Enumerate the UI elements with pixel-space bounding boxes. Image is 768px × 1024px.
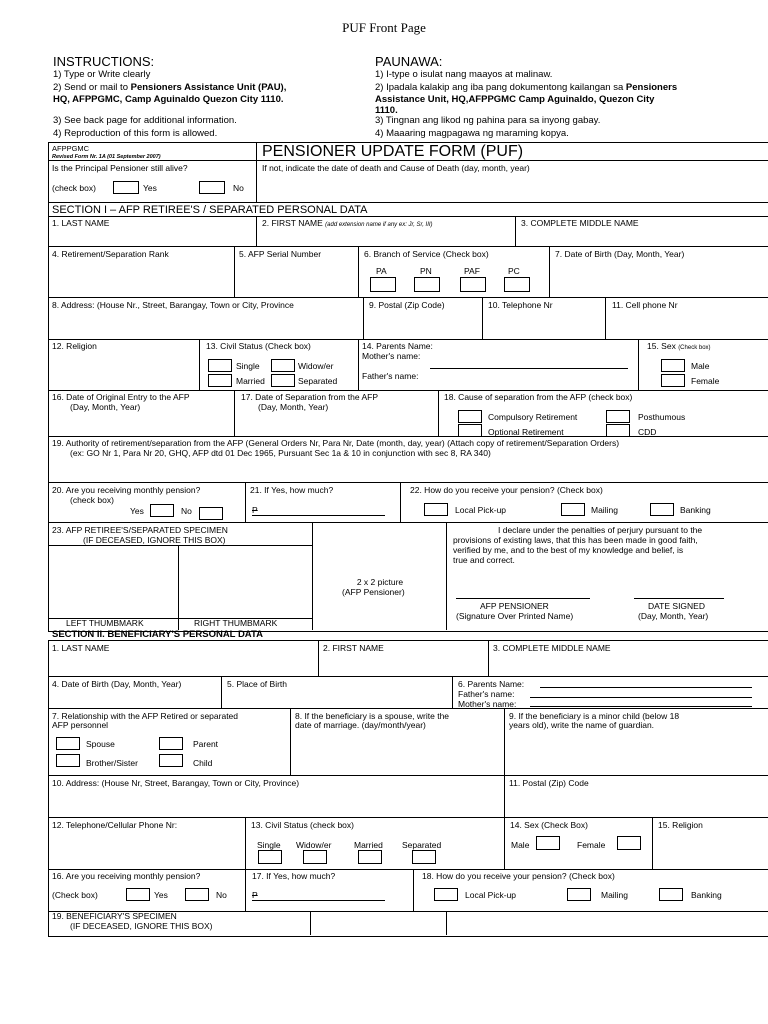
branch-pc-label: PC	[508, 266, 520, 276]
alive-yes-checkbox[interactable]	[113, 181, 139, 194]
s1-single-checkbox[interactable]	[208, 359, 232, 372]
s2-separated-checkbox[interactable]	[412, 850, 436, 864]
signature-over-label: (Signature Over Printed Name)	[456, 611, 574, 621]
instruction-2-cont: HQ, AFPPGMC, Camp Aguinaldo Quezon City 1110.	[53, 94, 284, 105]
s2-brother-checkbox[interactable]	[56, 754, 80, 767]
picture-label: 2 x 2 picture	[356, 577, 404, 587]
s1-religion-label: 12. Religion	[52, 341, 97, 351]
declaration-line-2: provisions of existing laws, that this has been made in good faith,	[453, 535, 698, 545]
s1-mother-label: Mother's name:	[362, 351, 421, 361]
s1-widow-label: Widow/er	[298, 361, 334, 371]
s1-middle-name-label: 3. COMPLETE MIDDLE NAME	[521, 218, 639, 228]
s1-pension-amount-field[interactable]	[252, 515, 385, 516]
s1-pension-yes-label: Yes	[130, 506, 144, 516]
paunawa-3: 3) Tingnan ang likod ng pahina para sa inyong gabay.	[375, 115, 601, 126]
s1-last-name-label: 1. LAST NAME	[52, 218, 110, 228]
s2-mailing-label: Mailing	[601, 890, 628, 900]
s2-peso-sign: P	[252, 890, 258, 900]
s2-pension-yes-checkbox[interactable]	[126, 888, 150, 901]
declaration-line-1: I declare under the penalties of perjury pursuant to the	[498, 525, 703, 535]
s1-rank-label: 4. Retirement/Separation Rank	[52, 249, 169, 259]
form-org: AFPPGMC	[52, 144, 90, 153]
s1-separated-checkbox[interactable]	[271, 374, 295, 387]
s2-local-pickup-checkbox[interactable]	[434, 888, 458, 901]
afp-pensioner-label: AFP PENSIONER	[480, 601, 549, 611]
s2-brother-label: Brother/Sister	[86, 758, 138, 768]
instruction-3: 3) See back page for additional information.	[53, 115, 237, 126]
branch-pc-checkbox[interactable]	[504, 277, 530, 292]
date-signed-label: DATE SIGNED	[648, 601, 705, 611]
alive-yes-label: Yes	[143, 183, 157, 193]
s2-child-label: Child	[193, 758, 213, 768]
s1-postal-label: 9. Postal (Zip Code)	[369, 300, 445, 310]
instructions-heading: INSTRUCTIONS:	[53, 54, 155, 69]
form-revision: Revised Form Nr. 1A (01 September 2007)	[52, 154, 161, 160]
s2-child-checkbox[interactable]	[159, 754, 183, 767]
alive-question: Is the Principal Pensioner still alive?	[52, 163, 188, 173]
s2-male-label: Male	[511, 840, 530, 850]
paunawa-heading: PAUNAWA:	[375, 54, 443, 69]
s1-male-checkbox[interactable]	[661, 359, 685, 372]
s1-specimen-note: (IF DECEASED, IGNORE THIS BOX)	[83, 535, 226, 545]
s1-widow-checkbox[interactable]	[271, 359, 295, 372]
s2-separated-label: Separated	[402, 840, 442, 850]
s2-address-label: 10. Address: (House Nr, Street, Barangay, Town or City, Province)	[52, 778, 300, 788]
s1-receiving-pension-label: 20. Are you receiving monthly pension?	[52, 485, 201, 495]
s2-married-label: Married	[354, 840, 383, 850]
s1-receiving-checkbox-label: (check box)	[70, 495, 114, 505]
s1-mailing-label: Mailing	[591, 505, 618, 515]
paunawa-1: 1) I-type o isulat nang maayos at malinaw.	[375, 69, 553, 80]
s2-pob-label: 5. Place of Birth	[227, 679, 288, 689]
s1-entry-date-label: 16. Date of Original Entry to the AFP	[52, 392, 190, 402]
s2-female-checkbox[interactable]	[617, 836, 641, 850]
page-title: PUF Front Page	[342, 20, 426, 35]
paunawa-4: 4) Maaaring magpagawa ng maraming kopya.	[375, 128, 569, 139]
section-1-header: SECTION I – AFP RETIREE'S / SEPARATED PERSONAL DATA	[52, 204, 368, 216]
s1-married-label: Married	[236, 376, 265, 386]
signature-field[interactable]	[456, 598, 590, 599]
branch-pn-label: PN	[420, 266, 432, 276]
s2-spouse-label: Spouse	[86, 739, 115, 749]
s1-pension-no-label: No	[181, 506, 192, 516]
s2-postal-label: 11. Postal (Zip) Code	[509, 778, 589, 788]
compulsory-label: Compulsory Retirement	[488, 412, 578, 422]
s2-middle-name-label: 3. COMPLETE MIDDLE NAME	[493, 643, 611, 653]
s1-cause-label: 18. Cause of separation from the AFP (check box)	[444, 392, 633, 402]
s2-relationship-label: 7. Relationship with the AFP Retired or separated	[52, 711, 239, 721]
posthumous-checkbox[interactable]	[606, 410, 630, 423]
branch-pn-checkbox[interactable]	[414, 277, 440, 292]
s1-authority-example: (ex: GO Nr 1, Para Nr 20, GHQ, AFP dtd 01 Dec 1965, Pursuant Sec 1a & 10 in conjunction with sec 8, RA 340)	[70, 448, 491, 458]
declaration-line-3: verified by me, and to the best of my knowledge and belief, is	[453, 545, 684, 555]
instruction-1: 1) Type or Write clearly	[53, 69, 151, 80]
branch-pa-checkbox[interactable]	[370, 277, 396, 292]
s2-mailing-checkbox[interactable]	[567, 888, 591, 901]
s2-specimen-label: 19. BENEFICIARY'S SPECIMEN	[52, 911, 177, 921]
s2-guardian-label-2: years old), write the name of guardian.	[509, 720, 655, 730]
s1-telephone-label: 10. Telephone Nr	[488, 300, 553, 310]
s2-pension-amount-field[interactable]	[252, 900, 385, 901]
s1-local-pickup-checkbox[interactable]	[424, 503, 448, 516]
s1-address-label: 8. Address: (House Nr., Street, Barangay, Town or City, Province	[52, 300, 294, 310]
s1-male-label: Male	[691, 361, 710, 371]
s2-dob-label: 4. Date of Birth (Day, Month, Year)	[52, 679, 182, 689]
s2-parent-checkbox[interactable]	[159, 737, 183, 750]
alive-checkbox-label: (check box)	[52, 183, 96, 193]
s1-entry-date-format: (Day, Month, Year)	[70, 402, 141, 412]
s2-sex-label: 14. Sex (Check Box)	[510, 820, 588, 830]
declaration-line-4: true and correct.	[453, 555, 515, 565]
s2-spouse-checkbox[interactable]	[56, 737, 80, 750]
s2-parents-label: 6. Parents Name:	[458, 679, 525, 689]
s1-how-receive-label: 22. How do you receive your pension? (Check box)	[410, 485, 603, 495]
s2-mother-label: Mother's name:	[458, 699, 517, 709]
s2-widow-label: Widow/er	[296, 840, 332, 850]
s2-banking-checkbox[interactable]	[659, 888, 683, 901]
s1-married-checkbox[interactable]	[208, 374, 232, 387]
paunawa-2-cont: Assistance Unit, HQ,AFPPGMC Camp Aguinaldo, Quezon City	[375, 94, 655, 105]
compulsory-checkbox[interactable]	[458, 410, 482, 423]
s2-single-label: Single	[257, 840, 281, 850]
s1-sex-label: 15. Sex (Check box)	[647, 341, 711, 351]
s1-local-pickup-label: Local Pick-up	[455, 505, 507, 515]
s2-widow-checkbox[interactable]	[303, 850, 327, 864]
s2-pension-amount-label: 17. If Yes, how much?	[252, 871, 336, 881]
posthumous-label: Posthumous	[638, 412, 686, 422]
date-signed-format: (Day, Month, Year)	[638, 611, 709, 621]
left-thumbmark-label: LEFT THUMBMARK	[66, 618, 144, 628]
s2-pension-yes-label: Yes	[154, 890, 168, 900]
s2-specimen-note: (IF DECEASED, IGNORE THIS BOX)	[70, 921, 213, 931]
optional-label: Optional Retirement	[488, 427, 564, 437]
s2-father-label: Father's name:	[458, 689, 515, 699]
date-signed-field[interactable]	[634, 598, 724, 599]
s1-peso-sign: P	[252, 505, 258, 515]
s1-specimen-label: 23. AFP RETIREE'S/SEPARATED SPECIMEN	[52, 525, 228, 535]
s2-guardian-label: 9. If the beneficiary is a minor child (below 18	[509, 711, 680, 721]
alive-no-checkbox[interactable]	[199, 181, 225, 194]
s2-pension-no-checkbox[interactable]	[185, 888, 209, 901]
s2-local-pickup-label: Local Pick-up	[465, 890, 517, 900]
s1-banking-label: Banking	[680, 505, 711, 515]
form-title: PENSIONER UPDATE FORM (PUF)	[262, 143, 524, 160]
right-thumbmark-label: RIGHT THUMBMARK	[194, 618, 278, 628]
s2-first-name-label: 2. FIRST NAME	[323, 643, 384, 653]
paunawa-2-cont2: 1110.	[375, 105, 398, 116]
s1-father-label: Father's name:	[362, 371, 419, 381]
instruction-2: 2) Send or mail to Pensioners Assistance Unit (PAU),	[53, 82, 287, 93]
s1-female-checkbox[interactable]	[661, 374, 685, 387]
s2-parent-label: Parent	[193, 739, 219, 749]
s1-dob-label: 7. Date of Birth (Day, Month, Year)	[555, 249, 685, 259]
section-2-header: SECTION II. BENEFICIARY'S PERSONAL DATA	[52, 629, 263, 640]
instruction-4: 4) Reproduction of this form is allowed.	[53, 128, 218, 139]
branch-paf-checkbox[interactable]	[460, 277, 486, 292]
s1-single-label: Single	[236, 361, 260, 371]
paunawa-2: 2) Ipadala kalakip ang iba pang dokumentong kailangan sa Pensioners	[375, 82, 678, 93]
s2-relationship-label-2: AFP personnel	[52, 720, 109, 730]
s1-cellphone-label: 11. Cell phone Nr	[612, 300, 678, 310]
s2-religion-label: 15. Religion	[658, 820, 703, 830]
s2-how-receive-label: 18. How do you receive your pension? (Check box)	[422, 871, 615, 881]
s2-banking-label: Banking	[691, 890, 722, 900]
s2-receiving-pension-label: 16. Are you receiving monthly pension?	[52, 871, 201, 881]
s1-first-name-label: 2. FIRST NAME (add extension name if any ex: Jr, Sr, III)	[262, 218, 433, 228]
s2-male-checkbox[interactable]	[536, 836, 560, 850]
s2-telephone-label: 12. Telephone/Cellular Phone Nr:	[52, 820, 178, 830]
s1-authority-label: 19. Authority of retirement/separation from the AFP (General Orders Nr, Para Nr, Date (month, day, year) (Attach copy of retirement/Separation Orders)	[52, 438, 620, 448]
s1-separation-date-format: (Day, Month, Year)	[258, 402, 329, 412]
picture-sublabel: (AFP Pensioner)	[342, 587, 405, 597]
s2-single-checkbox[interactable]	[258, 850, 282, 864]
s2-last-name-label: 1. LAST NAME	[52, 643, 110, 653]
s1-pension-yes-checkbox[interactable]	[150, 504, 174, 517]
s2-marriage-label: 8. If the beneficiary is a spouse, write the	[295, 711, 450, 721]
s2-female-label: Female	[577, 840, 606, 850]
s2-pension-no-label: No	[216, 890, 227, 900]
s1-serial-label: 5. AFP Serial Number	[239, 249, 322, 259]
s1-parents-label: 14. Parents Name:	[362, 341, 433, 351]
s1-separation-date-label: 17. Date of Separation from the AFP	[241, 392, 379, 402]
s2-checkbox-label: (Check box)	[52, 890, 98, 900]
s2-marriage-label-2: date of marriage. (day/month/year)	[295, 720, 426, 730]
s1-separated-label: Separated	[298, 376, 338, 386]
s1-civil-status-label: 13. Civil Status (Check box)	[206, 341, 311, 351]
s1-banking-checkbox[interactable]	[650, 503, 674, 516]
death-question: If not, indicate the date of death and Cause of Death (day, month, year)	[262, 163, 530, 173]
alive-no-label: No	[233, 183, 244, 193]
cdd-label: CDD	[638, 427, 657, 437]
branch-paf-label: PAF	[464, 266, 480, 276]
s2-married-checkbox[interactable]	[358, 850, 382, 864]
s1-female-label: Female	[691, 376, 720, 386]
branch-pa-label: PA	[376, 266, 387, 276]
s1-pension-amount-label: 21. If Yes, how much?	[250, 485, 334, 495]
s1-branch-label: 6. Branch of Service (Check box)	[364, 249, 489, 259]
s2-civil-status-label: 13. Civil Status (check box)	[251, 820, 354, 830]
s1-pension-no-checkbox[interactable]	[199, 507, 223, 520]
s1-mailing-checkbox[interactable]	[561, 503, 585, 516]
